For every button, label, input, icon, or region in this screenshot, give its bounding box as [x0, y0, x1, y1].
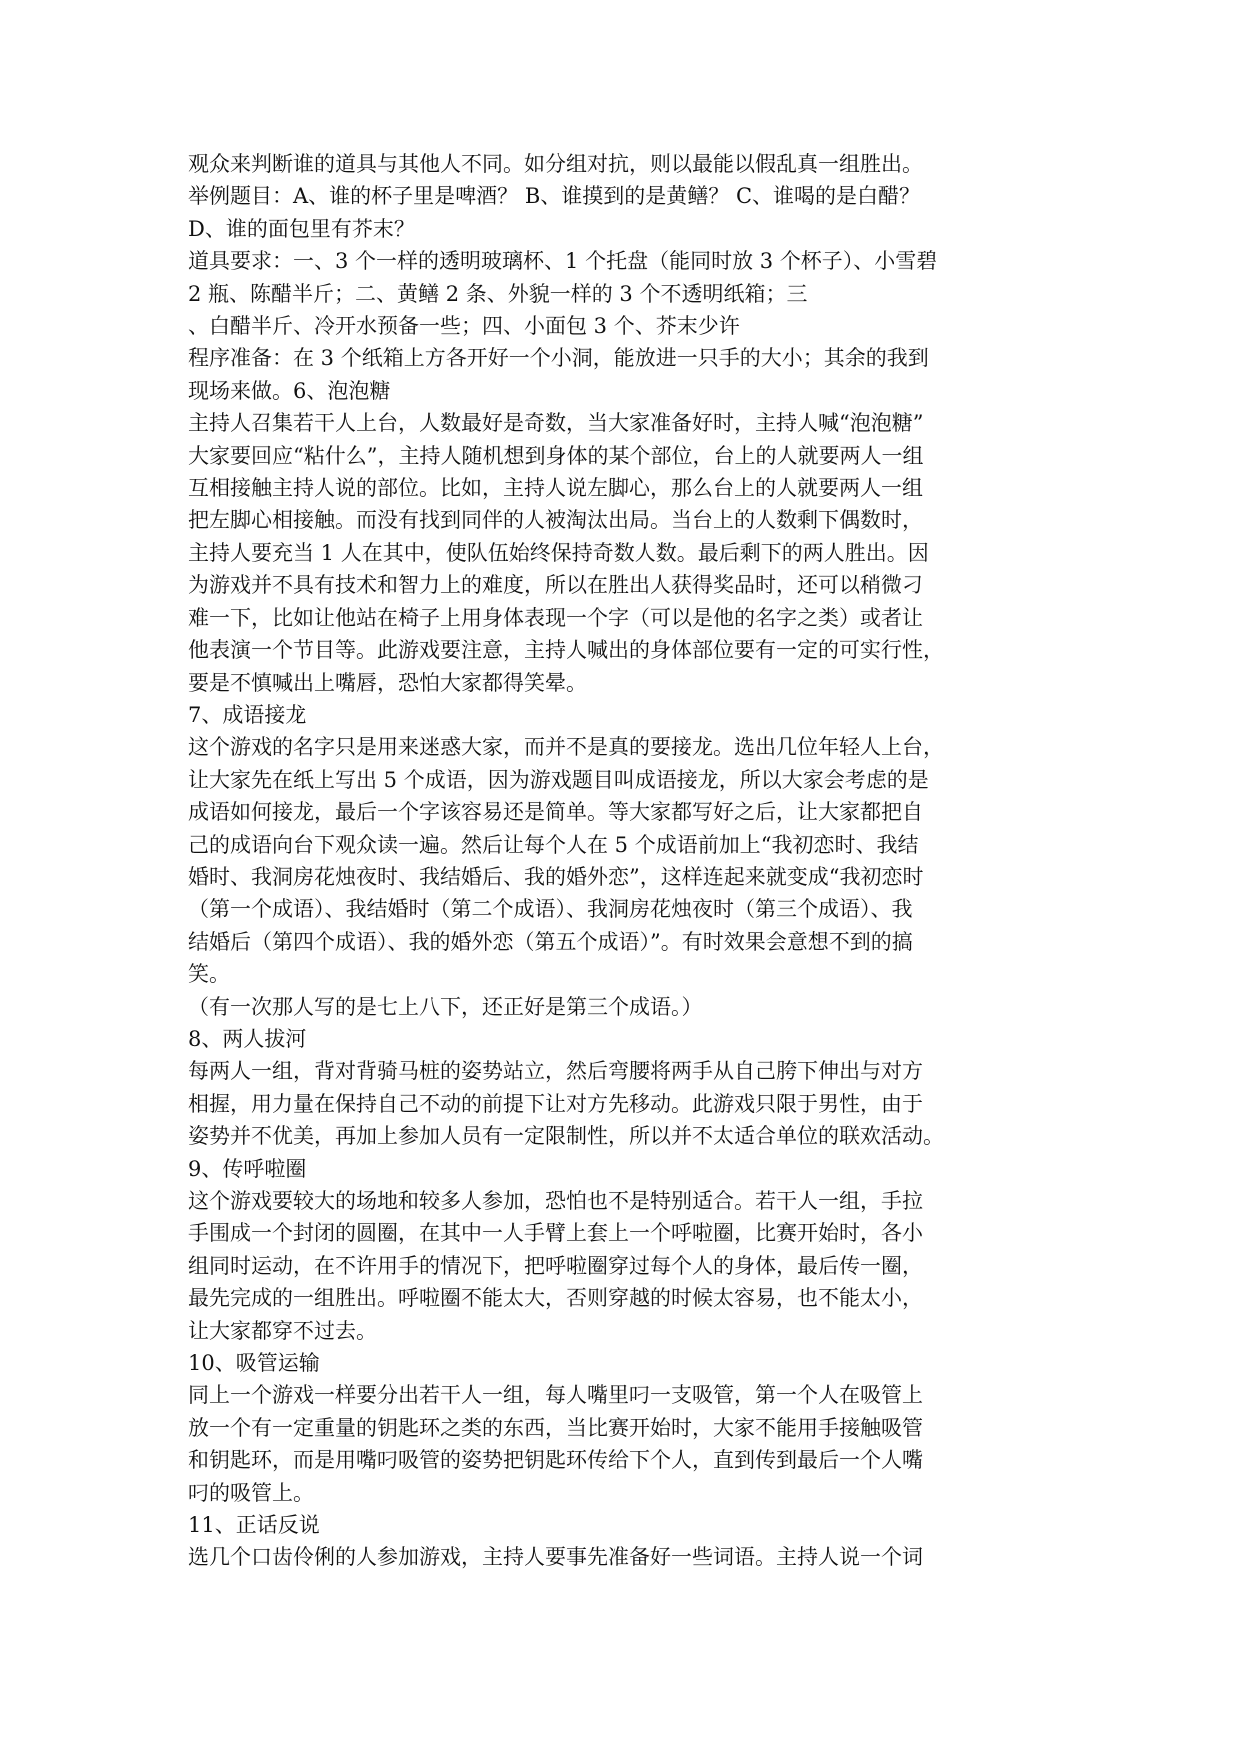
text-line: 、白醋半斤、冷开水预备一些；四、小面包 3 个、芥末少许: [188, 314, 740, 339]
text-line: 笑。: [188, 962, 230, 987]
text-line: 道具要求：一、3 个一样的透明玻璃杯、1 个托盘（能同时放 3 个杯子）、小雪碧: [188, 249, 938, 274]
text-line: 10、吸管运输: [188, 1351, 320, 1376]
text-line: 7、成语接龙: [188, 702, 307, 727]
text-line: 让大家都穿不过去。: [188, 1318, 377, 1343]
text-line: 相握，用力量在保持自己不动的前提下让对方先移动。此游戏只限于男性，由于: [188, 1091, 923, 1116]
text-line: 放一个有一定重量的钥匙环之类的东西，当比赛开始时，大家不能用手接触吸管: [188, 1415, 923, 1440]
text-line: 程序准备：在 3 个纸箱上方各开好一个小洞，能放进一只手的大小；其余的我到: [188, 346, 929, 371]
text-line: （第一个成语）、我结婚时（第二个成语）、我洞房花烛夜时（第三个成语）、我: [188, 897, 913, 922]
text-line: 让大家先在纸上写出 5 个成语，因为游戏题目叫成语接龙，所以大家会考虑的是: [188, 767, 929, 792]
text-line: 9、传呼啦圈: [188, 1156, 307, 1181]
text-line: 己的成语向台下观众读一遍。然后让每个人在 5 个成语前加上“我初恋时、我结: [188, 832, 919, 857]
text-line: 最先完成的一组胜出。呼啦圈不能太大，否则穿越的时候太容易，也不能太小，: [188, 1286, 923, 1311]
text-line: 互相接触主持人说的部位。比如，主持人说左脚心，那么台上的人就要两人一组: [188, 476, 923, 501]
text-line: 11、正话反说: [188, 1513, 320, 1538]
text-line: 婚时、我洞房花烛夜时、我结婚后、我的婚外恋”，这样连起来就变成“我初恋时: [188, 864, 924, 889]
text-line: 他表演一个节目等。此游戏要注意，主持人喊出的身体部位要有一定的可实行性，: [188, 638, 944, 663]
text-line: 现场来做。6、泡泡糖: [188, 378, 391, 403]
text-line: D、谁的面包里有芥末？: [188, 216, 415, 241]
text-line: 组同时运动，在不许用手的情况下，把呼啦圈穿过每个人的身体，最后传一圈，: [188, 1253, 923, 1278]
text-line: 手围成一个封闭的圆圈，在其中一人手臂上套上一个呼啦圈，比赛开始时，各小: [188, 1221, 923, 1246]
text-line: 每两人一组，背对背骑马桩的姿势站立，然后弯腰将两手从自己胯下伸出与对方: [188, 1059, 923, 1084]
document-body: [188, 148, 1056, 1574]
text-line: 把左脚心相接触。而没有找到同伴的人被淘汰出局。当台上的人数剩下偶数时，: [188, 508, 923, 533]
text-line: 观众来判断谁的道具与其他人不同。如分组对抗，则以最能以假乱真一组胜出。: [188, 152, 923, 176]
text-line: 成语如何接龙，最后一个字该容易还是简单。等大家都写好之后，让大家都把自: [188, 800, 923, 825]
text-line: 8、两人拔河: [188, 1026, 307, 1051]
text-line: 举例题目：A、谁的杯子里是啤酒？ B、谁摸到的是黄鳝？ C、谁喝的是白醋？: [188, 184, 921, 209]
text-line: 主持人召集若干人上台，人数最好是奇数，当大家准备好时，主持人喊“泡泡糖”: [188, 411, 924, 436]
text-line: 主持人要充当 1 人在其中，使队伍始终保持奇数人数。最后剩下的两人胜出。因: [188, 540, 929, 565]
text-line: 同上一个游戏一样要分出若干人一组，每人嘴里叼一支吸管，第一个人在吸管上: [188, 1383, 923, 1408]
text-line: 姿势并不优美，再加上参加人员有一定限制性，所以并不太适合单位的联欢活动。: [188, 1124, 944, 1149]
text-line: 为游戏并不具有技术和智力上的难度，所以在胜出人获得奖品时，还可以稍微刁: [188, 573, 923, 598]
text-line: 2 瓶、陈醋半斤；二、黄鳝 2 条、外貌一样的 3 个不透明纸箱；三: [188, 281, 808, 306]
text-line: 结婚后（第四个成语）、我的婚外恋（第五个成语）”。有时效果会意想不到的搞: [188, 929, 913, 954]
text-line: 选几个口齿伶俐的人参加游戏，主持人要事先准备好一些词语。主持人说一个词: [188, 1545, 923, 1570]
text-line: （有一次那人写的是七上八下，还正好是第三个成语。）: [188, 994, 703, 1019]
text-line: 要是不慎喊出上嘴唇，恐怕大家都得笑晕。: [188, 670, 587, 695]
text-line: 这个游戏要较大的场地和较多人参加，恐怕也不是特别适合。若干人一组，手拉: [188, 1189, 923, 1213]
text-line: 这个游戏的名字只是用来迷惑大家，而并不是真的要接龙。选出几位年轻人上台，: [188, 735, 944, 760]
text-line: 难一下，比如让他站在椅子上用身体表现一个字（可以是他的名字之类）或者让: [188, 605, 923, 630]
text-line: 和钥匙环，而是用嘴叼吸管的姿势把钥匙环传给下个人，直到传到最后一个人嘴: [188, 1448, 923, 1473]
text-line: 大家要回应“粘什么”，主持人随机想到身体的某个部位，台上的人就要两人一组: [188, 443, 924, 468]
text-line: 叼的吸管上。: [188, 1480, 314, 1505]
